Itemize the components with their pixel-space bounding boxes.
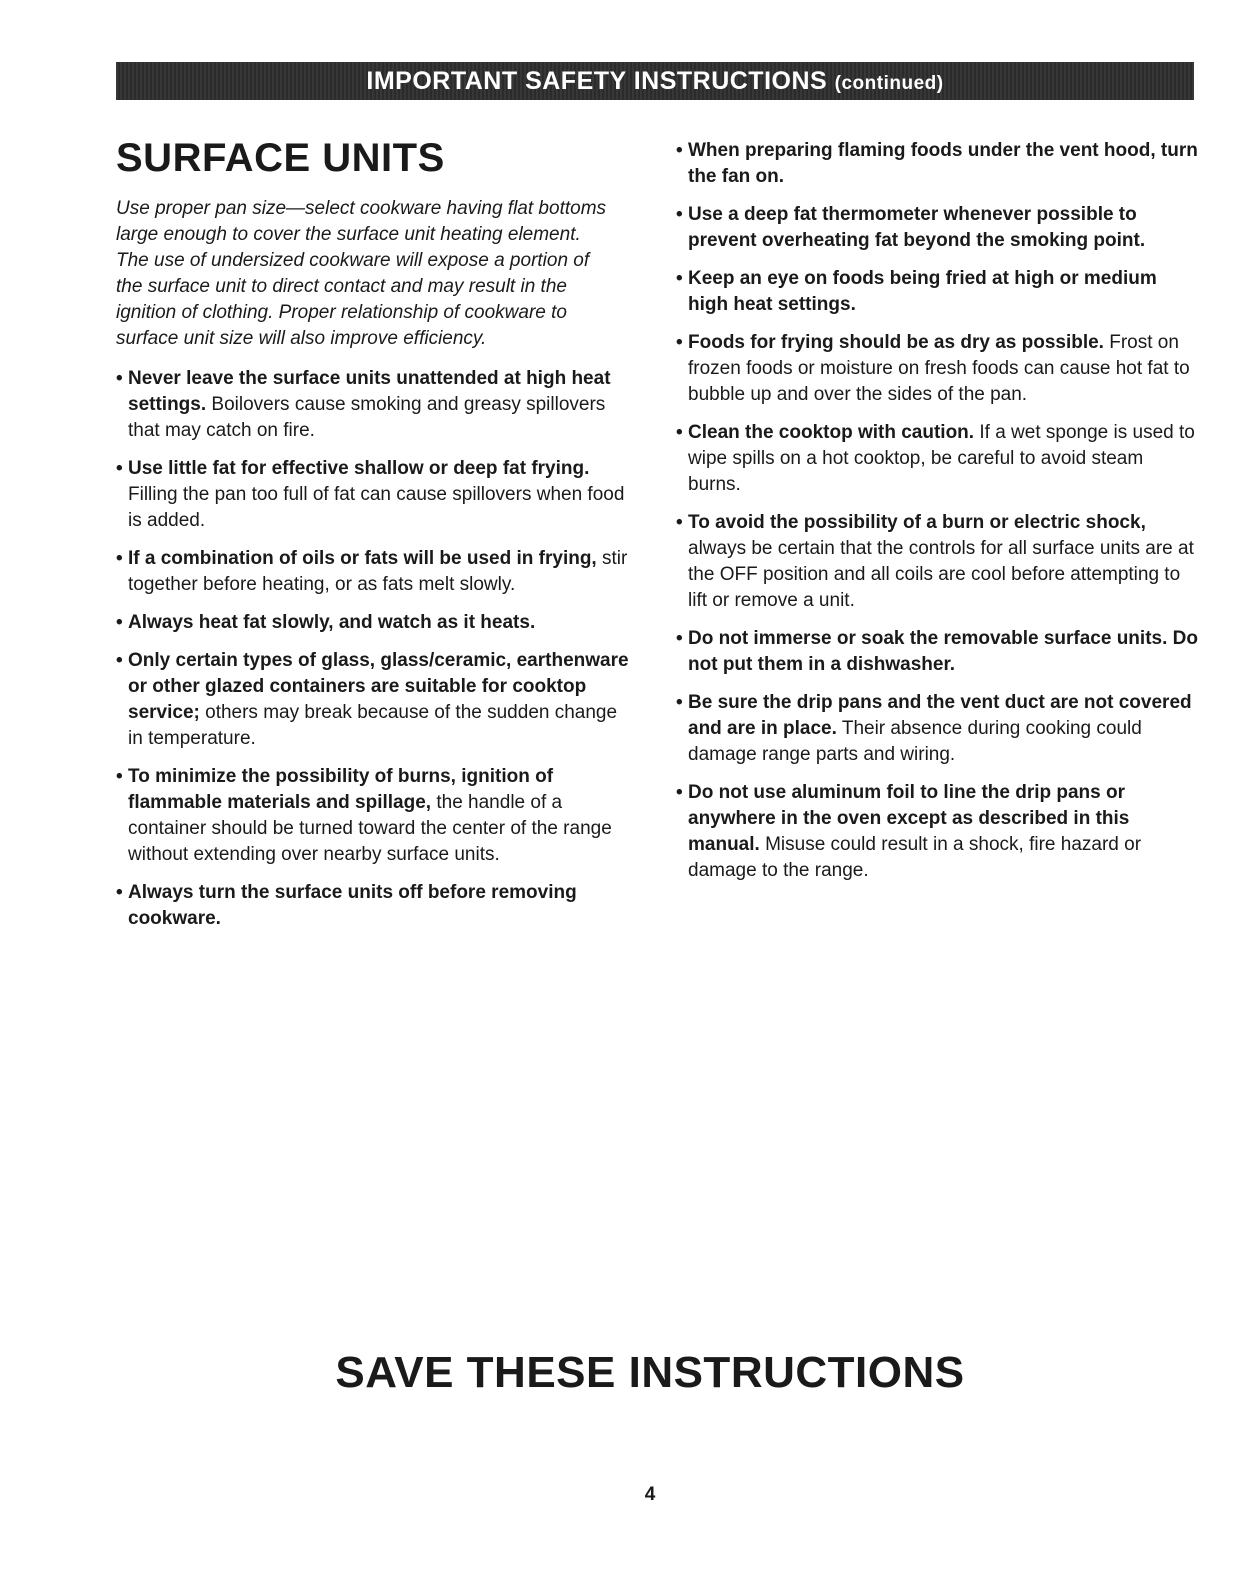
section-title: SURFACE UNITS	[116, 136, 445, 180]
bullet-item: • Be sure the drip pans and the vent duct are not covered and are in place. Their absence during cooking could damage range parts and wiring.	[676, 690, 1200, 768]
bullet-item: • To minimize the possibility of burns, ignition of flammable materials and spillage, the handle of a container should be turned toward the center of the range without extending over nearby surface units.	[116, 764, 636, 868]
intro-paragraph: Use proper pan size—select cookware having flat bottoms large enough to cover the surface unit heating element. The use of undersized cookware will expose a portion of the surface unit to direct contact and may result in the ignition of clothing. Proper relationship of cookware to surface unit size will also improve efficiency.	[116, 198, 607, 349]
section-banner	[116, 62, 1194, 100]
page-number: 4	[644, 1484, 656, 1505]
bullet-item: • Always turn the surface units off before removing cookware.	[116, 880, 636, 932]
left-bullet-list	[116, 366, 636, 932]
banner-continued: (continued)	[834, 72, 944, 94]
bullet-item: • Clean the cooktop with caution. If a wet sponge is used to wipe spills on a hot cooktop, be careful to avoid steam burns.	[676, 420, 1200, 498]
bullet-item: • When preparing flaming foods under the vent hood, turn the fan on.	[676, 138, 1200, 190]
left-column	[116, 136, 636, 944]
bullet-item: • Do not use aluminum foil to line the drip pans or anywhere in the oven except as described in this manual. Misuse could result in a shock, fire hazard or damage to the range.	[676, 780, 1200, 884]
bullet-item: • Foods for frying should be as dry as possible. Frost on frozen foods or moisture on fresh foods can cause hot fat to bubble up and over the sides of the pan.	[676, 330, 1200, 408]
bullet-item: • Do not immerse or soak the removable surface units. Do not put them in a dishwasher.	[676, 626, 1200, 678]
bullet-item: • To avoid the possibility of a burn or electric shock, always be certain that the controls for all surface units are at the OFF position and all coils are cool before attempting to lift or remove a unit.	[676, 510, 1200, 614]
bullet-item: • Keep an eye on foods being fried at high or medium high heat settings.	[676, 266, 1200, 318]
banner-title: IMPORTANT SAFETY INSTRUCTIONS (continued)	[366, 66, 944, 95]
bullet-item: • Always heat fat slowly, and watch as it heats.	[116, 610, 636, 636]
bullet-item: • Use little fat for effective shallow or deep fat frying. Filling the pan too full of fat can cause spillovers when food is added.	[116, 456, 636, 534]
bullet-item: • Only certain types of glass, glass/ceramic, earthenware or other glazed containers are suitable for cooktop service; others may break because of the sudden change in temperature.	[116, 648, 636, 752]
right-bullet-list	[676, 138, 1200, 884]
right-column	[676, 138, 1200, 896]
save-instructions-heading: SAVE THESE INSTRUCTIONS	[335, 1348, 965, 1397]
bullet-item: • Never leave the surface units unattended at high heat settings. Boilovers cause smoking and greasy spillovers that may catch on fire.	[116, 366, 636, 444]
bullet-item: • Use a deep fat thermometer whenever possible to prevent overheating fat beyond the smoking point.	[676, 202, 1200, 254]
bullet-item: • If a combination of oils or fats will be used in frying, stir together before heating, or as fats melt slowly.	[116, 546, 636, 598]
